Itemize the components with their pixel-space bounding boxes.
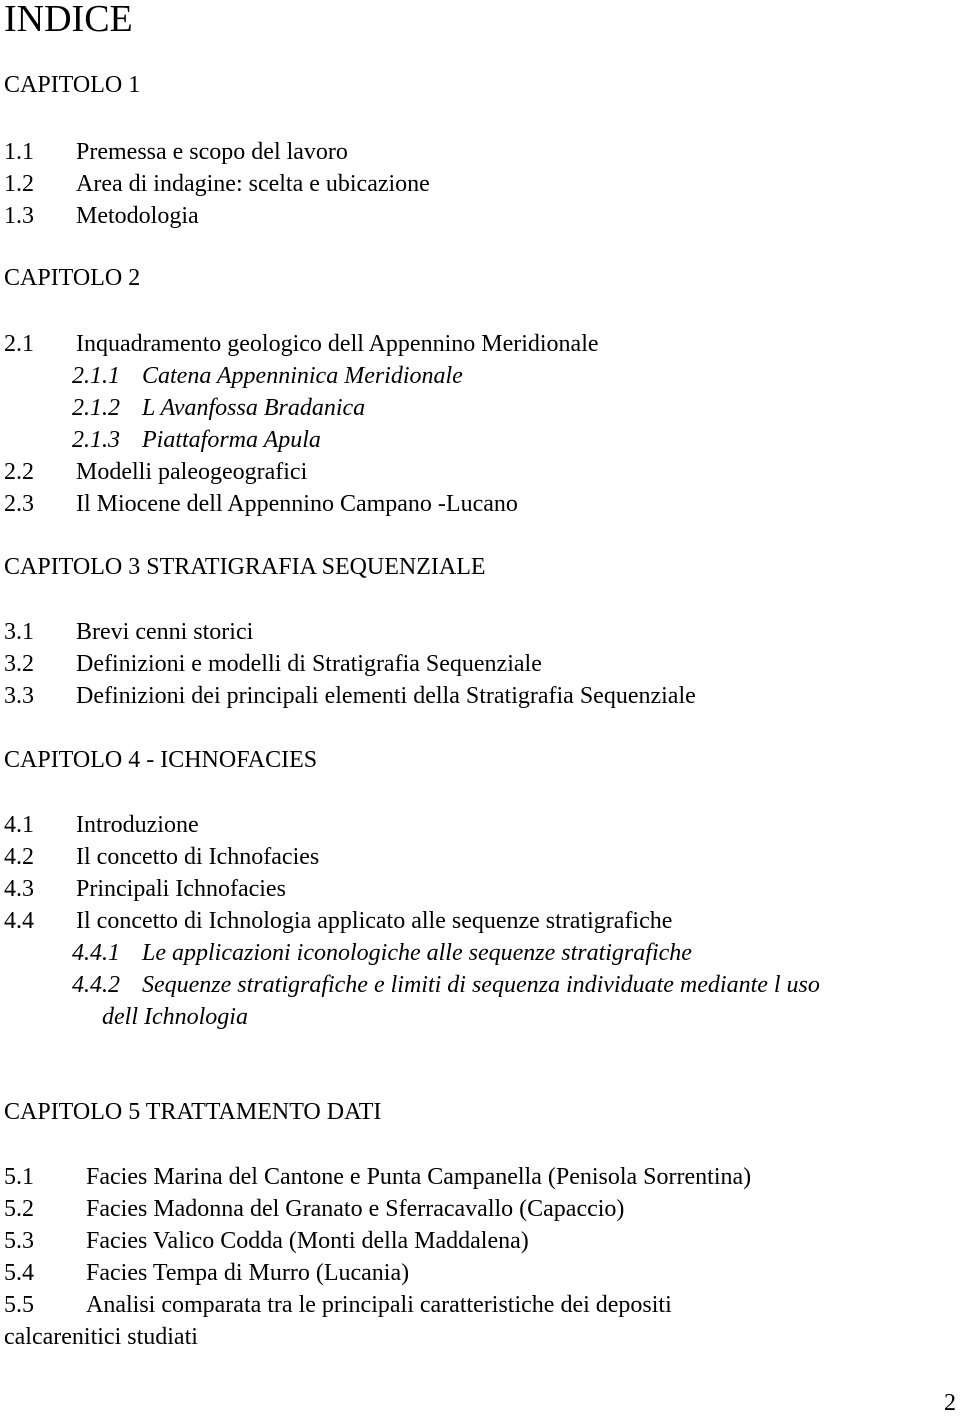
entry-number: 2.1	[4, 331, 34, 357]
entry-title: Premessa e scopo del lavoro	[76, 139, 348, 165]
entry-title: Inquadramento geologico dell Appennino Meridionale	[76, 331, 599, 357]
entry-number: 4.4.2	[72, 972, 120, 998]
entry-title-continuation: calcarenitici studiati	[4, 1324, 198, 1350]
entry-title: Catena Appenninica Meridionale	[142, 363, 463, 389]
entry-title: L Avanfossa Bradanica	[142, 395, 366, 421]
entry-title: Analisi comparata tra le principali caratteristiche dei depositi	[86, 1292, 672, 1318]
entry-title: Facies Tempa di Murro (Lucania)	[86, 1260, 410, 1286]
entry-title: Il concetto di Ichnologia applicato alle sequenze stratigrafiche	[76, 908, 673, 934]
entry-title-continuation: dell Ichnologia	[102, 1004, 248, 1030]
entry-title: Brevi cenni storici	[76, 619, 254, 645]
entry-number: 1.3	[4, 203, 34, 229]
entry-number: 5.1	[4, 1164, 34, 1190]
entry-title: Definizioni e modelli di Stratigrafia Sequenziale	[76, 651, 542, 677]
entry-number: 2.1.2	[72, 395, 120, 421]
entry-number: 5.2	[4, 1196, 34, 1222]
entry-title: Definizioni dei principali elementi della Stratigrafia Sequenziale	[76, 683, 696, 709]
entry-number: 3.2	[4, 651, 34, 677]
chapter-5-heading: CAPITOLO 5 TRATTAMENTO DATI	[4, 1099, 382, 1125]
entry-number: 1.1	[4, 139, 34, 165]
entry-number: 5.4	[4, 1260, 34, 1286]
entry-number: 2.3	[4, 491, 34, 517]
entry-number: 4.1	[4, 812, 34, 838]
chapter-1-heading: CAPITOLO 1	[4, 72, 141, 98]
chapter-2-heading: CAPITOLO 2	[4, 265, 141, 291]
entry-number: 4.2	[4, 844, 34, 870]
page-number: 2	[944, 1390, 956, 1416]
entry-title: Modelli paleogeografici	[76, 459, 308, 485]
entry-title: Principali Ichnofacies	[76, 876, 286, 902]
entry-title: Area di indagine: scelta e ubicazione	[76, 171, 430, 197]
entry-number: 2.2	[4, 459, 34, 485]
entry-number: 5.5	[4, 1292, 34, 1318]
entry-number: 4.4.1	[72, 940, 120, 966]
entry-number: 2.1.1	[72, 363, 120, 389]
entry-title: Introduzione	[76, 812, 199, 838]
entry-title: Facies Marina del Cantone e Punta Campanella (Penisola Sorrentina)	[86, 1164, 752, 1190]
entry-title: Sequenze stratigrafiche e limiti di sequenza individuate mediante l uso	[142, 972, 820, 998]
chapter-4-heading: CAPITOLO 4 - ICHNOFACIES	[4, 747, 318, 773]
entry-number: 5.3	[4, 1228, 34, 1254]
entry-number: 3.1	[4, 619, 34, 645]
entry-title: Metodologia	[76, 203, 199, 229]
chapter-3-heading: CAPITOLO 3 STRATIGRAFIA SEQUENZIALE	[4, 554, 486, 580]
entry-title: Il concetto di Ichnofacies	[76, 844, 320, 870]
entry-number: 3.3	[4, 683, 34, 709]
entry-title: Le applicazioni iconologiche alle sequenze stratigrafiche	[142, 940, 692, 966]
entry-title: Piattaforma Apula	[142, 427, 321, 453]
entry-title: Facies Valico Codda (Monti della Maddalena)	[86, 1228, 529, 1254]
entry-title: Il Miocene dell Appennino Campano -Lucano	[76, 491, 518, 517]
entry-number: 1.2	[4, 171, 34, 197]
page-title: INDICE	[4, 0, 133, 40]
entry-number: 2.1.3	[72, 427, 120, 453]
entry-title: Facies Madonna del Granato e Sferracavallo (Capaccio)	[86, 1196, 625, 1222]
entry-number: 4.3	[4, 876, 34, 902]
entry-number: 4.4	[4, 908, 34, 934]
